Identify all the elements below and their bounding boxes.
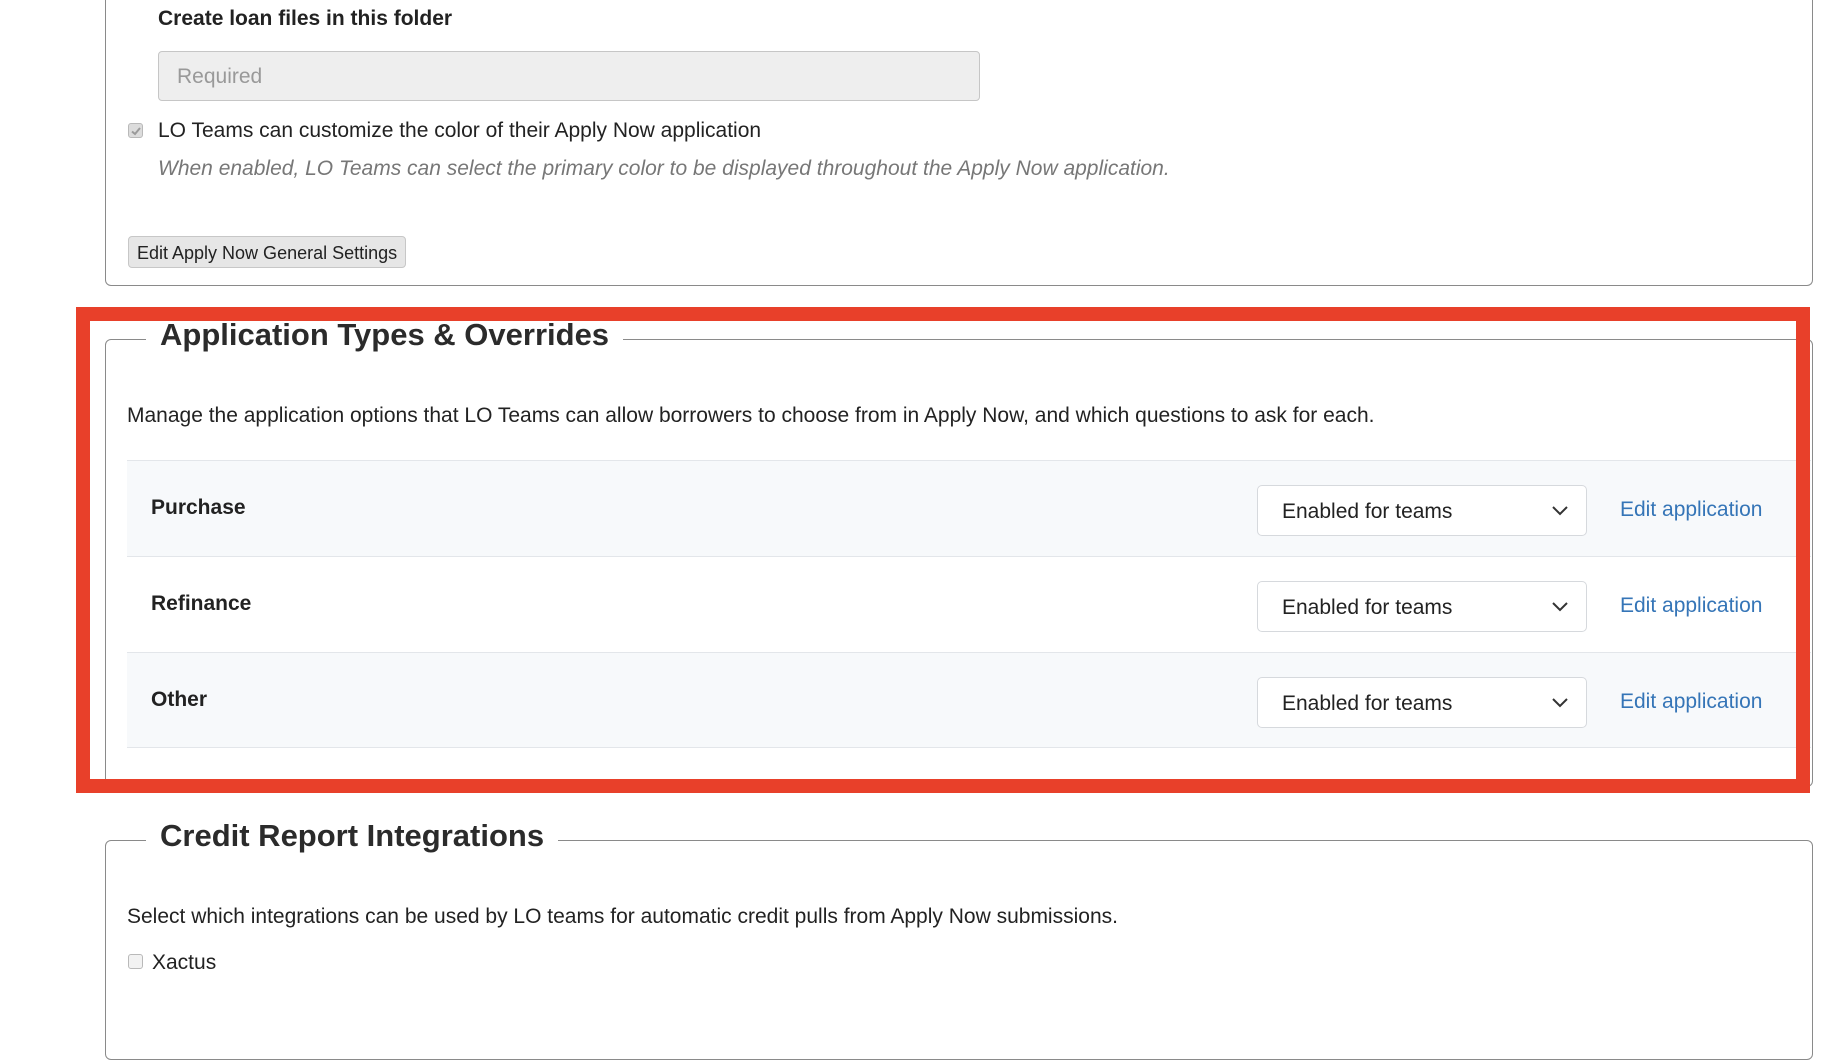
application-status-select[interactable] xyxy=(1257,581,1587,632)
folder-label: Create loan files in this folder xyxy=(158,7,453,30)
application-name: Refinance xyxy=(151,592,252,615)
check-icon xyxy=(130,125,142,137)
customize-color-help: When enabled, LO Teams can select the primary color to be displayed throughout the Apply Now application. xyxy=(158,157,1170,180)
customize-color-label: LO Teams can customize the color of their Apply Now application xyxy=(158,119,762,142)
application-name: Other xyxy=(151,688,208,711)
credit-report-title: Credit Report Integrations xyxy=(146,818,558,854)
chevron-down-icon xyxy=(1552,600,1568,612)
xactus-label: Xactus xyxy=(152,951,217,974)
application-types-table xyxy=(127,460,1811,748)
application-types-section xyxy=(105,317,1813,787)
application-status-select[interactable] xyxy=(1257,485,1587,536)
select-value: Enabled for teams xyxy=(1282,692,1453,715)
credit-report-description: Select which integrations can be used by LO teams for automatic credit pulls from Apply Now submissions. xyxy=(127,905,1118,928)
edit-application-link[interactable]: Edit application xyxy=(1620,690,1763,713)
folder-input[interactable]: Required xyxy=(158,51,980,101)
application-row-refinance xyxy=(127,556,1811,652)
general-settings-section xyxy=(105,0,1813,286)
application-status-select[interactable] xyxy=(1257,677,1587,728)
select-value: Enabled for teams xyxy=(1282,596,1453,619)
application-row-other xyxy=(127,652,1811,748)
chevron-down-icon xyxy=(1552,696,1568,708)
application-row-purchase xyxy=(127,460,1811,556)
application-types-description: Manage the application options that LO Teams can allow borrowers to choose from in Apply Now, and which questions to ask for each. xyxy=(127,404,1375,427)
select-value: Enabled for teams xyxy=(1282,500,1453,523)
chevron-down-icon xyxy=(1552,504,1568,516)
xactus-checkbox[interactable] xyxy=(128,954,143,969)
edit-application-link[interactable]: Edit application xyxy=(1620,498,1763,521)
application-name: Purchase xyxy=(151,496,246,519)
credit-report-section xyxy=(105,818,1813,1060)
edit-application-link[interactable]: Edit application xyxy=(1620,594,1763,617)
edit-general-settings-button[interactable]: Edit Apply Now General Settings xyxy=(128,236,406,268)
customize-color-checkbox[interactable] xyxy=(128,123,143,138)
application-types-title: Application Types & Overrides xyxy=(146,317,623,353)
